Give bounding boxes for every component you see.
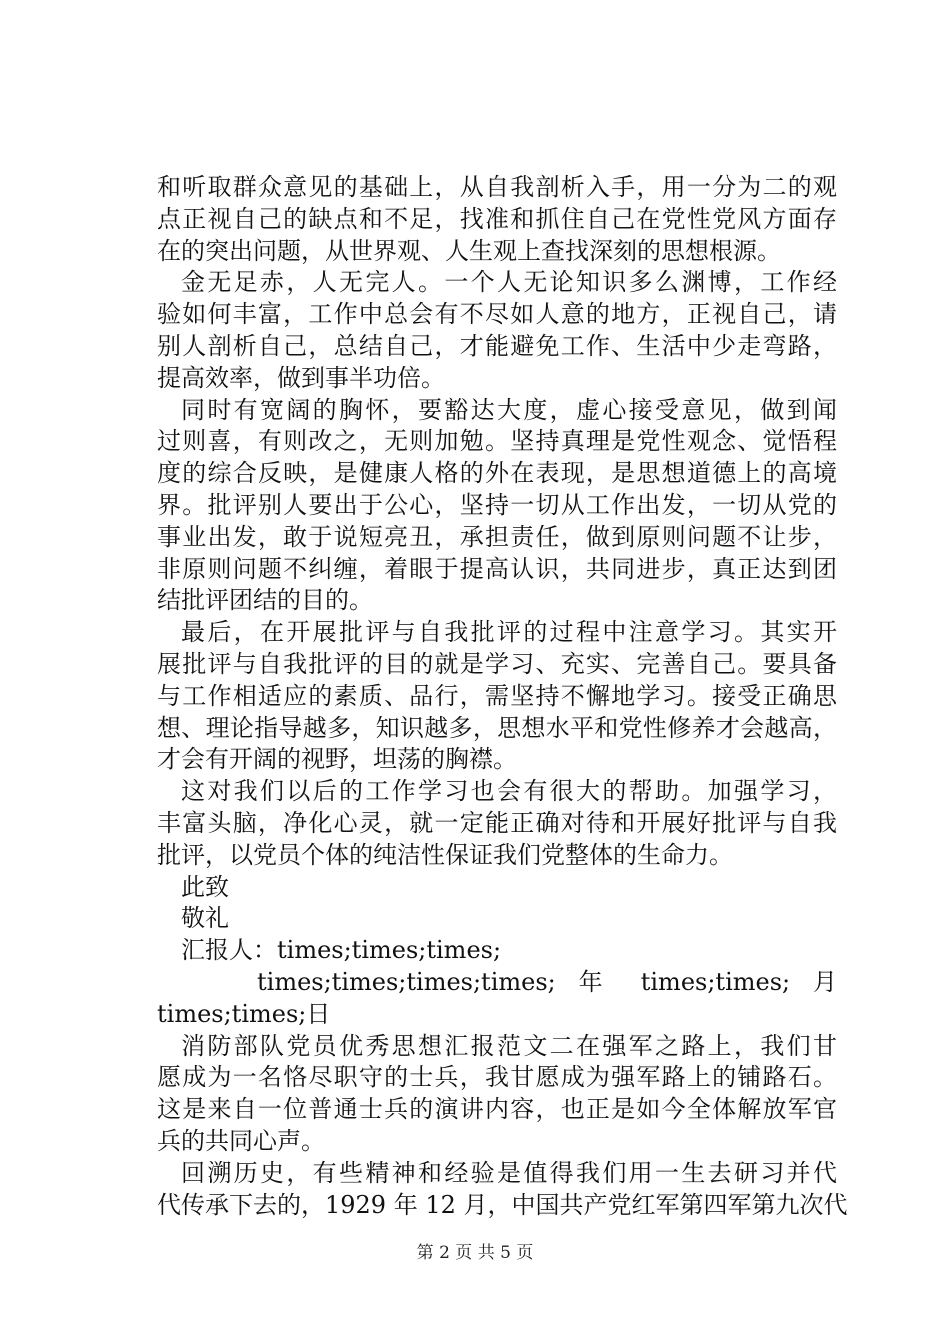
document-body: [157, 172, 848, 1221]
text-line: 愿成为一名恪尽职守的士兵，我甘愿成为强军路上的铺路石。: [157, 1063, 837, 1092]
text-line: 这是来自一位普通士兵的演讲内容，也正是如今全体解放军官: [157, 1095, 837, 1124]
text-line: 消防部队党员优秀思想汇报范文二在强军之路上，我们甘: [181, 1031, 837, 1060]
text-line: times;times;日: [157, 999, 331, 1028]
text-line: 和听取群众意见的基础上，从自我剖析入手，用一分为二的观: [157, 173, 837, 201]
page-footer: 第 2 页 共 5 页: [416, 1243, 534, 1263]
text-line: 批评，以党员个体的纯洁性保证我们党整体的生命力。: [157, 840, 733, 869]
text-line: 汇报人：times;times;times;: [181, 936, 502, 965]
text-line: 敬礼: [181, 904, 229, 933]
text-line: 结批评团结的目的。: [157, 586, 373, 615]
text-line: 点正视自己的缺点和不足，找准和抓住自己在党性党风方面存: [157, 204, 837, 233]
text-line: 界。批评别人要出于公心，坚持一切从工作出发，一切从党的: [157, 490, 837, 519]
text-line: 同时有宽阔的胸怀，要豁达大度，虚心接受意见，做到闻: [181, 395, 837, 424]
text-line: 最后，在开展批评与自我批评的过程中注意学习。其实开: [181, 618, 837, 647]
text-line: 事业出发，敢于说短亮丑，承担责任，做到原则问题不让步，: [157, 522, 837, 551]
text-line: 展批评与自我批评的目的就是学习、充实、完善自己。要具备: [157, 649, 837, 678]
text-line: 才会有开阔的视野，坦荡的胸襟。: [157, 745, 517, 774]
text-line: 兵的共同心声。: [157, 1126, 325, 1155]
text-line: 想、理论指导越多，知识越多，思想水平和党性修养才会越高，: [157, 713, 837, 742]
text-line: 在的突出问题，从世界观、人生观上查找深刻的思想根源。: [157, 236, 781, 265]
text-line: 此致: [181, 872, 229, 901]
text-line: 金无足赤，人无完人。一个人无论知识多么渊博，工作经: [181, 268, 837, 297]
text-line: times;times;times;times; 年 times;times; 月: [257, 967, 837, 996]
text-line: 这对我们以后的工作学习也会有很大的帮助。加强学习，: [181, 777, 837, 806]
text-line: 代传承下去的，1929 年 12 月，中国共产党红军第四军第九次代: [157, 1190, 848, 1219]
text-line: 验如何丰富，工作中总会有不尽如人意的地方，正视自己，请: [157, 300, 837, 329]
text-line: 回溯历史，有些精神和经验是值得我们用一生去研习并代: [181, 1158, 837, 1187]
text-line: 非原则问题不纠缠，着眼于提高认识，共同进步，真正达到团: [157, 554, 837, 583]
text-line: 与工作相适应的素质、品行，需坚持不懈地学习。接受正确思: [157, 681, 837, 710]
text-line: 度的综合反映，是健康人格的外在表现，是思想道德上的高境: [157, 459, 837, 488]
text-line: 丰富头脑，净化心灵，就一定能正确对待和开展好批评与自我: [157, 808, 837, 837]
text-line: 提高效率，做到事半功倍。: [157, 363, 445, 392]
text-line: 别人剖析自己，总结自己，才能避免工作、生活中少走弯路，: [157, 331, 837, 360]
text-line: 过则喜，有则改之，无则加勉。坚持真理是党性观念、觉悟程: [157, 427, 837, 456]
